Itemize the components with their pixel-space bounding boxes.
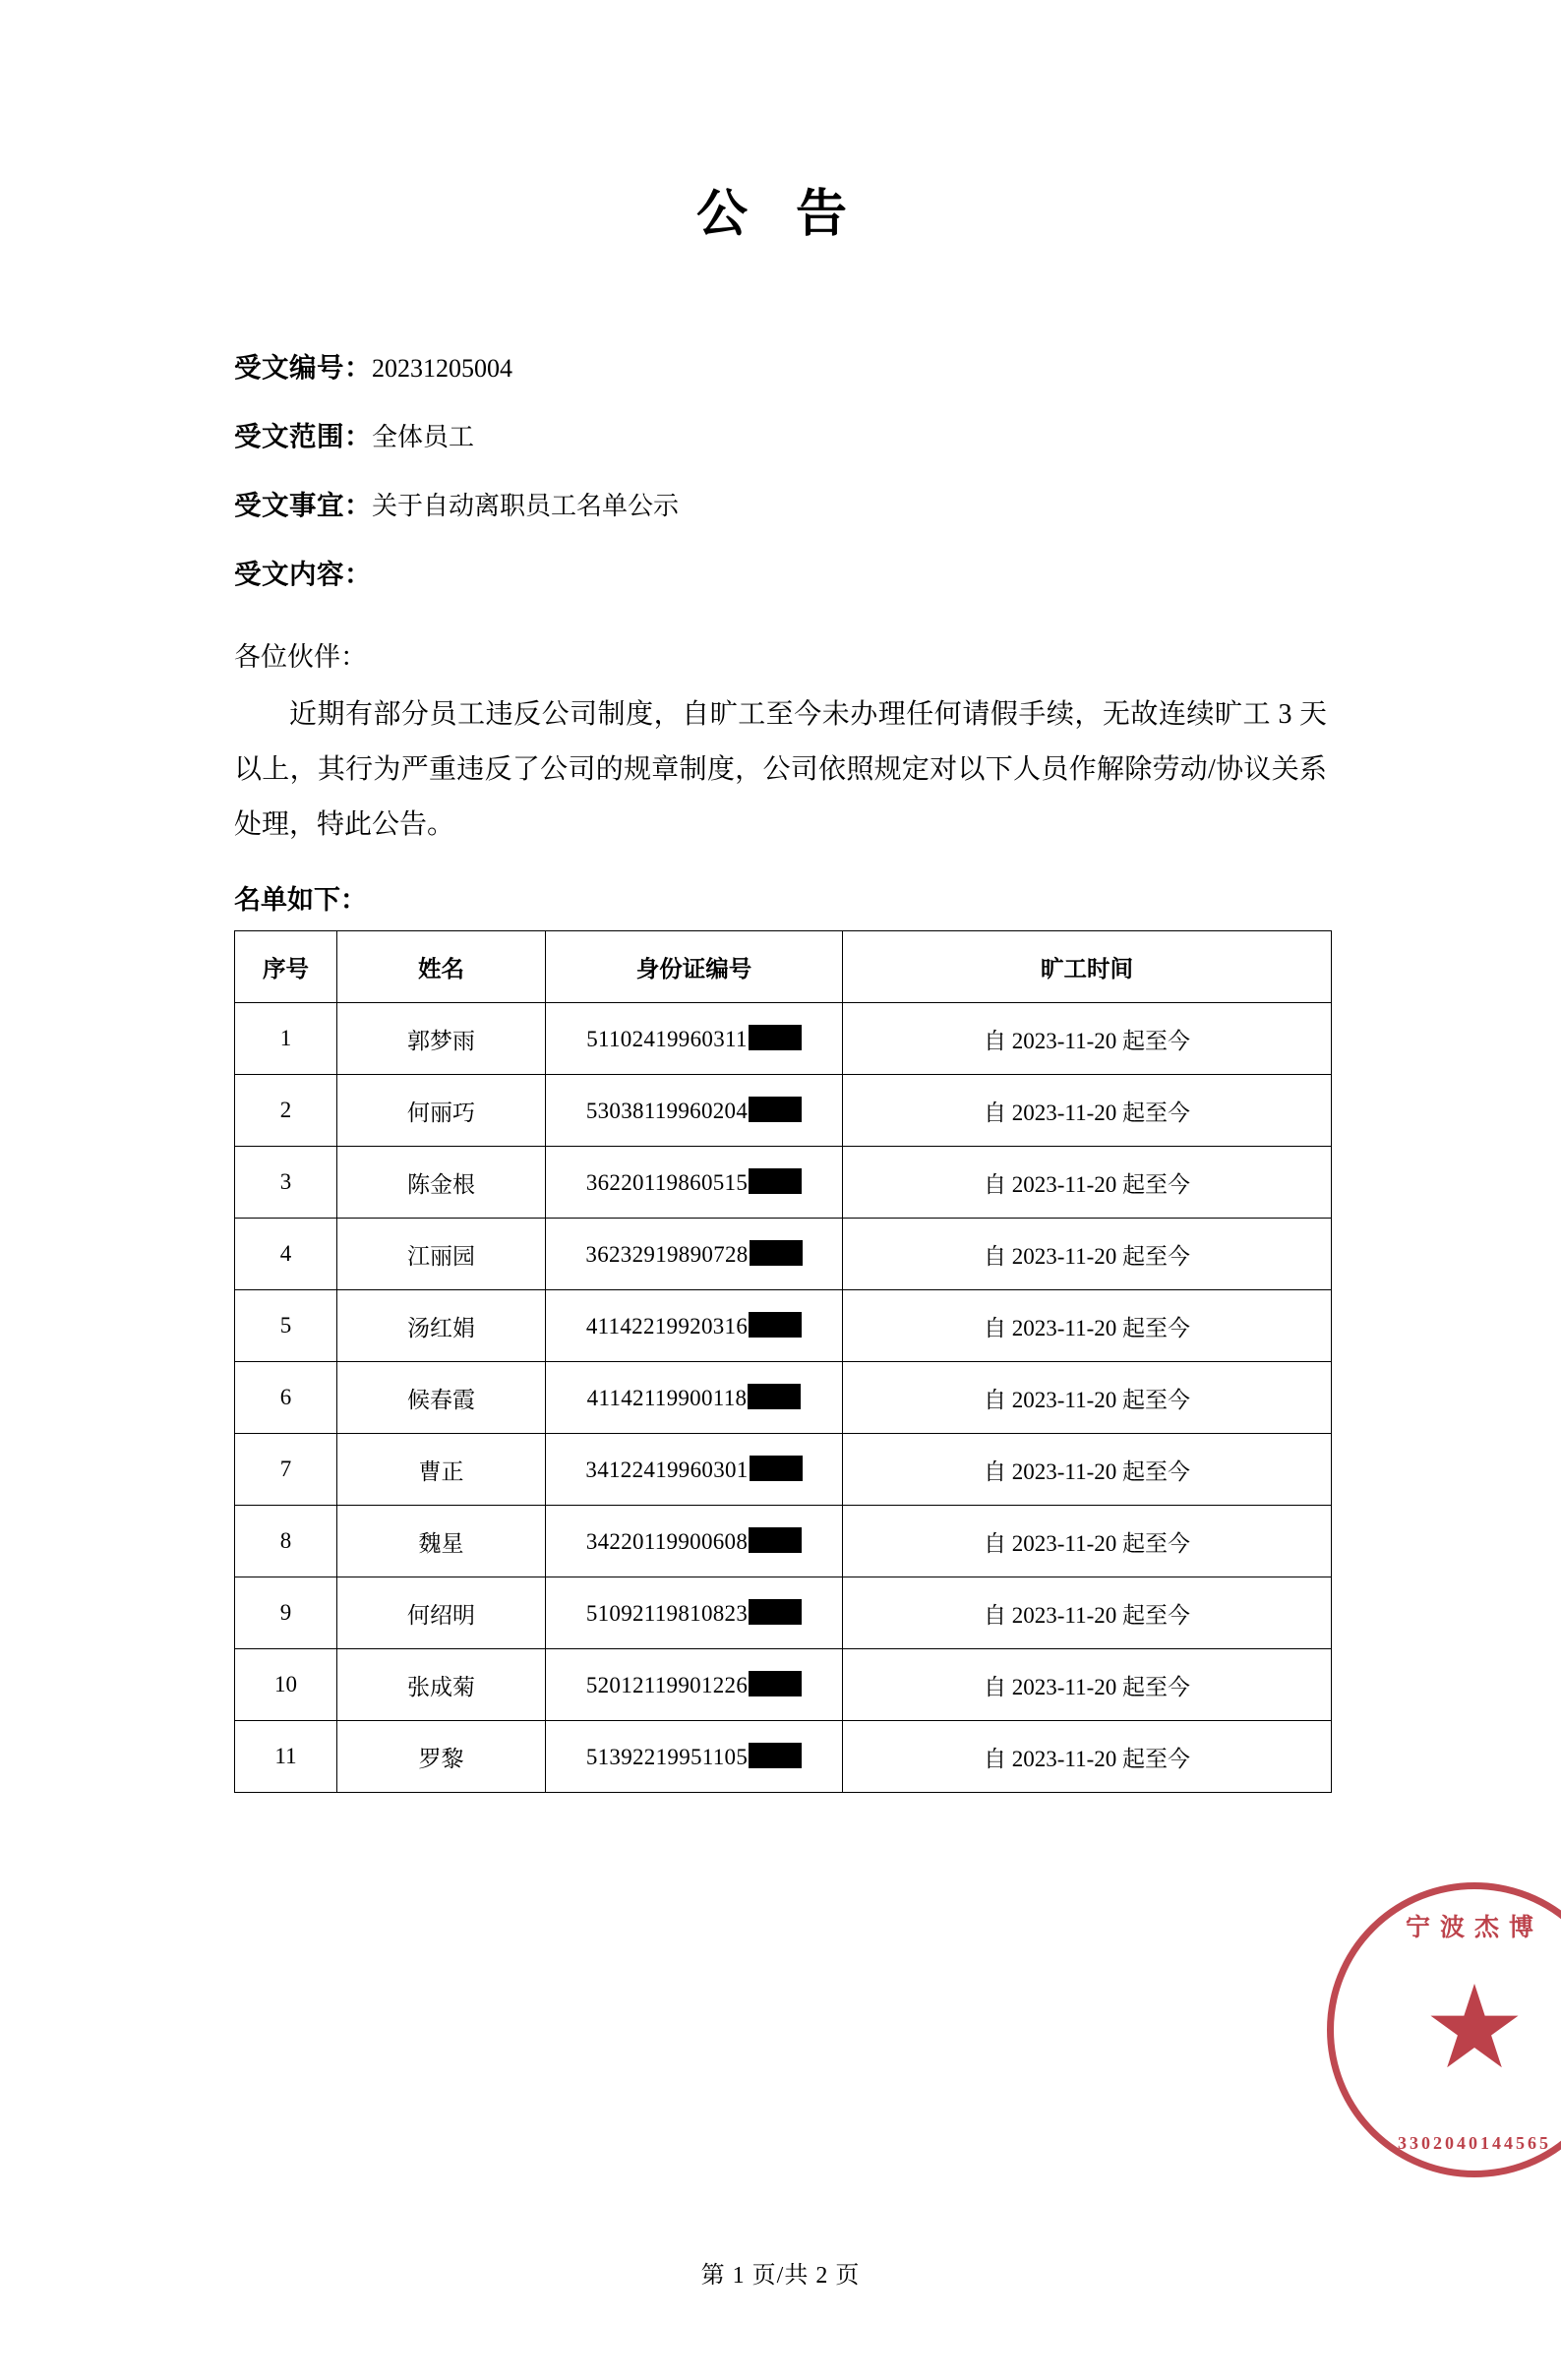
meta-value: 关于自动离职员工名单公示 [372,492,680,520]
cell-id [546,1003,843,1075]
meta-row-document-number [234,354,1327,382]
table-row [235,1290,1332,1362]
id-number-text: 53038119960204 [585,1099,749,1123]
table-row [235,1721,1332,1793]
cell-name: 何丽巧 [337,1075,546,1147]
cell-name: 曹正 [337,1434,546,1506]
cell-name: 郭梦雨 [337,1003,546,1075]
official-seal [1327,1882,1561,2177]
cell-index: 8 [235,1506,337,1577]
table-row [235,1362,1332,1434]
meta-label: 受文内容： [234,559,372,589]
redaction-bar [749,1025,802,1050]
cell-index: 10 [235,1649,337,1721]
page-footer: 第 1 页/共 2 页 [700,2263,861,2289]
table-row [235,1649,1332,1721]
column-header-time: 旷工时间 [843,931,1332,1003]
redaction-bar [749,1312,802,1338]
table-row [235,1075,1332,1147]
id-number-text: 52012119901226 [585,1673,749,1697]
table-row [235,1434,1332,1506]
redaction-bar [749,1671,802,1696]
cell-time: 自 2023-11-20 起至今 [843,1434,1332,1506]
cell-id [546,1147,843,1219]
cell-index: 4 [235,1219,337,1290]
cell-index: 3 [235,1147,337,1219]
roster-label: 名单如下： [234,885,367,915]
redaction-bar [749,1168,802,1194]
meta-label: 受文事宜： [234,490,372,520]
column-header-name: 姓名 [337,931,546,1003]
absentee-table [234,930,1332,1793]
id-number-text: 41142219920316 [585,1314,749,1339]
id-number-text: 51392219951105 [585,1745,749,1769]
cell-name: 魏星 [337,1506,546,1577]
cell-name: 罗黎 [337,1721,546,1793]
cell-id [546,1075,843,1147]
table-row [235,1577,1332,1649]
meta-value: 全体员工 [372,423,475,451]
table-row [235,1003,1332,1075]
redaction-bar [749,1097,802,1122]
column-header-id: 身份证编号 [546,931,843,1003]
body-paragraph: 近期有部分员工违反公司制度，自旷工至今未办理任何请假手续，无故连续旷工 3 天以上，其行为严重违反了公司的规章制度，公司依照规定对以下人员作解除劳动/协议关系处理，特此公告。 [234,699,1327,840]
meta-row-scope [234,423,1327,450]
id-number-text: 36220119860515 [585,1170,749,1195]
star-icon: ★ [1427,1977,1522,2082]
id-number-text: 51102419960311 [586,1027,748,1051]
cell-index: 6 [235,1362,337,1434]
cell-id [546,1506,843,1577]
cell-time: 自 2023-11-20 起至今 [843,1721,1332,1793]
cell-time: 自 2023-11-20 起至今 [843,1003,1332,1075]
table-header-row [235,931,1332,1003]
cell-name: 江丽园 [337,1219,546,1290]
cell-id [546,1362,843,1434]
seal-ring [1327,1882,1561,2177]
cell-time: 自 2023-11-20 起至今 [843,1506,1332,1577]
cell-id [546,1434,843,1506]
redaction-bar [748,1384,801,1409]
cell-index: 5 [235,1290,337,1362]
cell-id [546,1649,843,1721]
cell-name: 候春霞 [337,1362,546,1434]
redaction-bar [749,1599,802,1625]
page-title: 公 告 [695,187,865,243]
cell-time: 自 2023-11-20 起至今 [843,1577,1332,1649]
cell-id [546,1577,843,1649]
redaction-bar [749,1743,802,1768]
meta-row-content [234,561,1327,588]
cell-time: 自 2023-11-20 起至今 [843,1649,1332,1721]
meta-label: 受文编号： [234,352,372,383]
table-row [235,1147,1332,1219]
cell-name: 何绍明 [337,1577,546,1649]
cell-time: 自 2023-11-20 起至今 [843,1362,1332,1434]
cell-index: 1 [235,1003,337,1075]
seal-code-text: 3302040144565 [1398,2133,1551,2153]
id-number-text: 34220119900608 [585,1529,749,1554]
metadata-block [234,354,1327,588]
table-row [235,1506,1332,1577]
id-number-text: 41142119900118 [586,1386,748,1410]
document-page [0,172,1561,2380]
redaction-bar [750,1456,803,1481]
meta-row-subject [234,492,1327,519]
table-row [235,1219,1332,1290]
cell-index: 9 [235,1577,337,1649]
meta-label: 受文范围： [234,421,372,451]
id-number-text: 51092119810823 [585,1601,749,1626]
cell-id [546,1219,843,1290]
cell-name: 张成菊 [337,1649,546,1721]
cell-time: 自 2023-11-20 起至今 [843,1290,1332,1362]
cell-name: 陈金根 [337,1147,546,1219]
cell-name: 汤红娟 [337,1290,546,1362]
cell-index: 2 [235,1075,337,1147]
column-header-index: 序号 [235,931,337,1003]
redaction-bar [749,1527,802,1553]
id-number-text: 36232919890728 [585,1242,749,1267]
cell-index: 7 [235,1434,337,1506]
cell-time: 自 2023-11-20 起至今 [843,1219,1332,1290]
cell-id [546,1290,843,1362]
salutation: 各位伙伴： [234,642,367,672]
cell-id [546,1721,843,1793]
seal-company-text: 宁波杰博 [1405,1915,1543,1941]
cell-time: 自 2023-11-20 起至今 [843,1075,1332,1147]
cell-index: 11 [235,1721,337,1793]
cell-time: 自 2023-11-20 起至今 [843,1147,1332,1219]
id-number-text: 34122419960301 [585,1458,749,1482]
redaction-bar [750,1240,803,1266]
meta-value: 20231205004 [372,354,512,383]
